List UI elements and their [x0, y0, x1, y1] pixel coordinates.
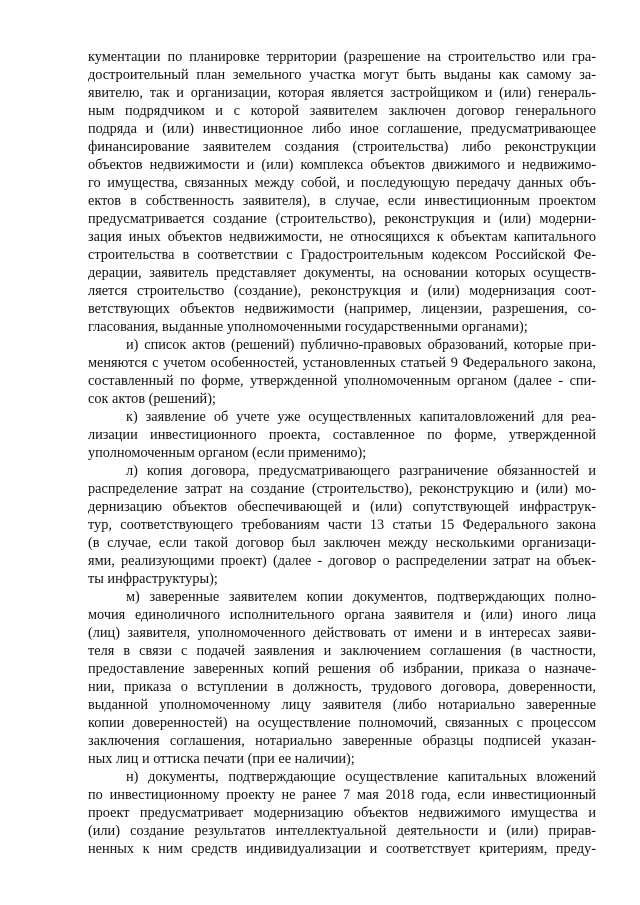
text-line: л) копия договора, предусматривающего разграничение обязанностей и [126, 463, 596, 479]
text-line: уполномоченным органом (если применимо); [88, 445, 367, 461]
text-line: тур, соответствующего требованиям части 13 статьи 15 Федерального закона [88, 517, 596, 533]
text-line: ляется строительство (создание), реконструкция и (или) модернизация соот- [88, 283, 596, 299]
text-line: зация иных объектов недвижимости, не относящихся к объектам капитального [88, 229, 596, 245]
text-line: распределение затрат на создание (строительство), реконструкцию и (или) мо- [88, 481, 596, 497]
text-line: выданной уполномоченному лицу заявителя (либо нотариально заверенные [88, 697, 596, 713]
text-line: ями, реализующими проект) (далее - договор о распределении затрат на объек- [88, 553, 596, 569]
text-line: копии доверенностей) на осуществление полномочий, связанных с процессом [88, 715, 596, 731]
text-line: (в случае, если такой договор был заключен между несколькими организаци- [88, 535, 596, 551]
text-line: объектов недвижимости и (или) комплекса объектов движимого и недвижимо- [88, 157, 596, 173]
text-line: м) заверенные заявителем копии документов, подтверждающих полно- [126, 589, 596, 605]
text-line: по инвестиционному проекту не ранее 7 мая 2018 года, если инвестиционный [88, 787, 596, 803]
text-line: теля в связи с подачей заявления и заключением соглашения (в частности, [88, 643, 596, 659]
text-line: явителю, так и организации, которая является застройщиком и (или) генераль- [88, 85, 596, 101]
text-line: строительства в соответствии с Градостроительным кодексом Российской Фе- [88, 247, 596, 263]
text-line: и) список актов (решений) публично-правовых образований, которые при- [126, 337, 596, 353]
text-line: н) документы, подтверждающие осуществление капитальных вложений [126, 769, 596, 785]
text-line: ненных к ним средств индивидуализации и соответствует критериям, преду- [88, 841, 596, 857]
text-line: лизации инвестиционного проекта, составленное по форме, утвержденной [88, 427, 596, 443]
document-body [88, 48, 596, 858]
text-line: нии, приказа о вступлении в должность, трудового договора, доверенности, [88, 679, 596, 695]
text-line: дернизацию объектов обеспечивающей и (или) сопутствующей инфраструк- [88, 499, 596, 515]
text-line: предусматривается создание (строительство), реконструкция и (или) модерни- [88, 211, 596, 227]
text-line: (лиц) заявителя, уполномоченного действовать от имени и в интересах заяви- [88, 625, 596, 641]
text-line: дерации, заявитель представляет документы, на основании которых осуществ- [88, 265, 596, 281]
text-line: го имущества, связанных между собой, и последующую передачу данных объ- [88, 175, 596, 191]
text-line: гласования, выданные уполномоченными государственными органами); [88, 319, 528, 335]
text-line: финансирование заявителем создания (строительства) либо реконструкции [88, 139, 596, 155]
text-line: составленный по форме, утвержденной уполномоченным органом (далее - спи- [88, 373, 596, 389]
text-line: ным подрядчиком и с которой заявителем заключен договор генерального [88, 103, 596, 119]
text-line: сок актов (решений); [88, 391, 216, 407]
text-line: к) заявление об учете уже осуществленных капиталовложений для реа- [126, 409, 596, 425]
text-line: мочия единоличного исполнительного органа заявителя и (или) иного лица [88, 607, 596, 623]
text-line: заключения соглашения, нотариально заверенные образцы подписей указан- [88, 733, 596, 749]
text-line: ветствующих объектов недвижимости (например, лицензии, разрешения, со- [88, 301, 596, 317]
text-line: предоставление заверенных копий решения об избрании, приказа о назначе- [88, 661, 596, 677]
text-line: достроительный план земельного участка могут быть выданы как самому за- [88, 67, 596, 83]
text-line: ектов в собственность заявителя), в случае, если инвестиционным проектом [88, 193, 596, 209]
text-line: меняются с учетом особенностей, установленных статьей 9 Федерального закона, [88, 355, 596, 371]
text-line: подряда и (или) инвестиционное либо иное соглашение, предусматривающее [88, 121, 596, 137]
text-line: кументации по планировке территории (разрешение на строительство или гра- [88, 49, 596, 65]
text-line: ных лиц и оттиска печати (при ее наличии); [88, 751, 355, 767]
text-line: ты инфраструктуры); [88, 571, 218, 587]
text-line: (или) создание результатов интеллектуальной деятельности и (или) прирав- [88, 823, 596, 839]
text-line: проект предусматривает модернизацию объектов недвижимого имущества и [88, 805, 596, 821]
